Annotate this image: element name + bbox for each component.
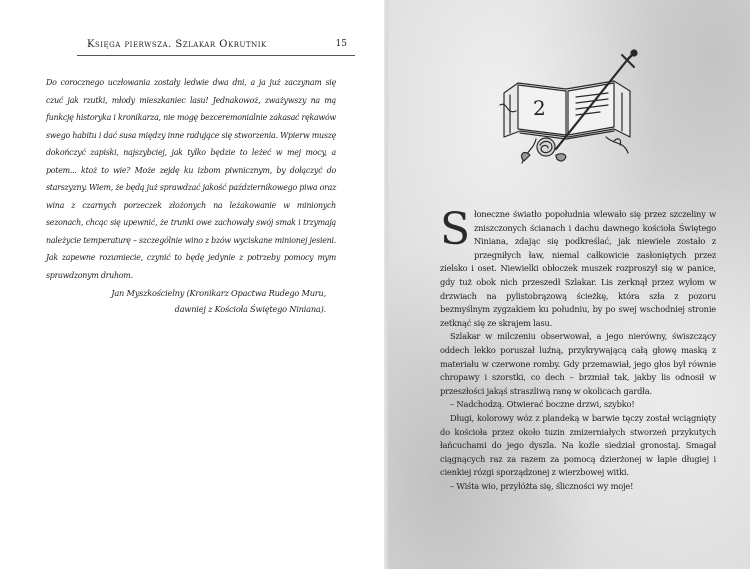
- letter-paragraph: Do corocznego uczłowania zostały ledwie dwa dni, a ja już zaczynam się czuć jak rzutki, młody mieszkaniec lasu! Jednakowoż, zważywszy na mą funkcję historyka i kronikarza, nie mogę bezceremonialnie zakasać rękawów swego habitu i dać susa między inne radujące się stworzenia. Wpierw muszę dokończyć zapiski, najszybciej, jak tylko będzie to leżeć w mej mocy, a potem... ktoż to wie? Może zejdę ku izbom piwnicznym, by dołączyć do starszyzny. Wiem, że będą już sprawdzać jakość październikowego piwa oraz wina z czarnych porzeczek złożonych na leżakowanie w minionych sezonach, chcąc się upewnić, że trunki owe zachowały swój smak i trzymają należycie temperaturę – szczególnie wino z bzów wyciskane minionej jesieni. Jak zapewne rozumiecie, czynić to będę jedynie z potrzeby pomocy mym sprawdzonym druhom.: [46, 78, 336, 280]
- drop-cap: S: [440, 204, 470, 255]
- chronicler-letter: [46, 74, 336, 284]
- chapter-emblem-book-sword-rose-icon: [496, 45, 641, 173]
- letter-signature: [96, 285, 326, 317]
- paragraph-4: Długi, kolorowy wóz z plandeką w barwie tęczy został wciągnięty do kościoła przez około tuzin zmizerniałych stworzeń przykutych łańcuchami do jego dyszla. Na koźle siedział gronostaj. Smagał ciągnących raz za razem za pomocą dzierżonej w łapie długiej i cienkiej rózgi sporządzonej z wierzbowej witki.: [440, 412, 716, 478]
- paragraph-2: Szlakar w milczeniu obserwował, a jego nierówny, świszczący oddech lekko poruszał luźną, przykrywającą całą głowę maską z materiału w czerwone romby. Gdy przemawiał, jego głos był równie chropawy i szorstki, co dech – brzmiał tak, jakby lis odnosił w przeszłości jakąś straszliwą ranę w okolicach gardła.: [440, 331, 716, 396]
- paragraph-5: – Wiśta wio, przyłóżta się, śliczności wy moje!: [450, 480, 634, 491]
- paragraph-3: – Nadchodzą. Otwierać boczne drzwi, szybko!: [450, 399, 635, 410]
- page-number: 15: [335, 39, 347, 49]
- paragraph-1-text: łoneczne światło popołudnia wlewało się przez szczeliny w zniszczonych ścianach i dachu dawnego kościoła Świętego Niniana, zdając się podkreślać, jak niewiele zostało z przegniłych ław, niemal całkowicie zasłoniętych przez zielsko i oset. Niewielki obłoczek muszek rozproszył się w panice, gdy tuż obok nich przeszedł Szlakar. Lis zerknął przez wyłom w drzwiach na pylistobrązową ścieżkę, która szła z pozoru bezmyślnym zygzakiem ku południu, by po swej wschodniej stronie zetknąć się ze skrajem lasu.: [440, 209, 716, 328]
- chapter-number: 2: [533, 96, 546, 120]
- running-head-title: Księga pierwsza. Szlakar Okrutnik: [87, 39, 267, 50]
- paragraph-1: [440, 204, 716, 330]
- signature-line-2: dawniej z Kościoła Świętego Niniana).: [174, 304, 326, 314]
- signature-line-1: Jan Myszkościelny (Kronikarz Opactwa Rudego Muru,: [111, 288, 326, 298]
- running-head: [77, 37, 355, 56]
- chapter-body: [440, 204, 716, 493]
